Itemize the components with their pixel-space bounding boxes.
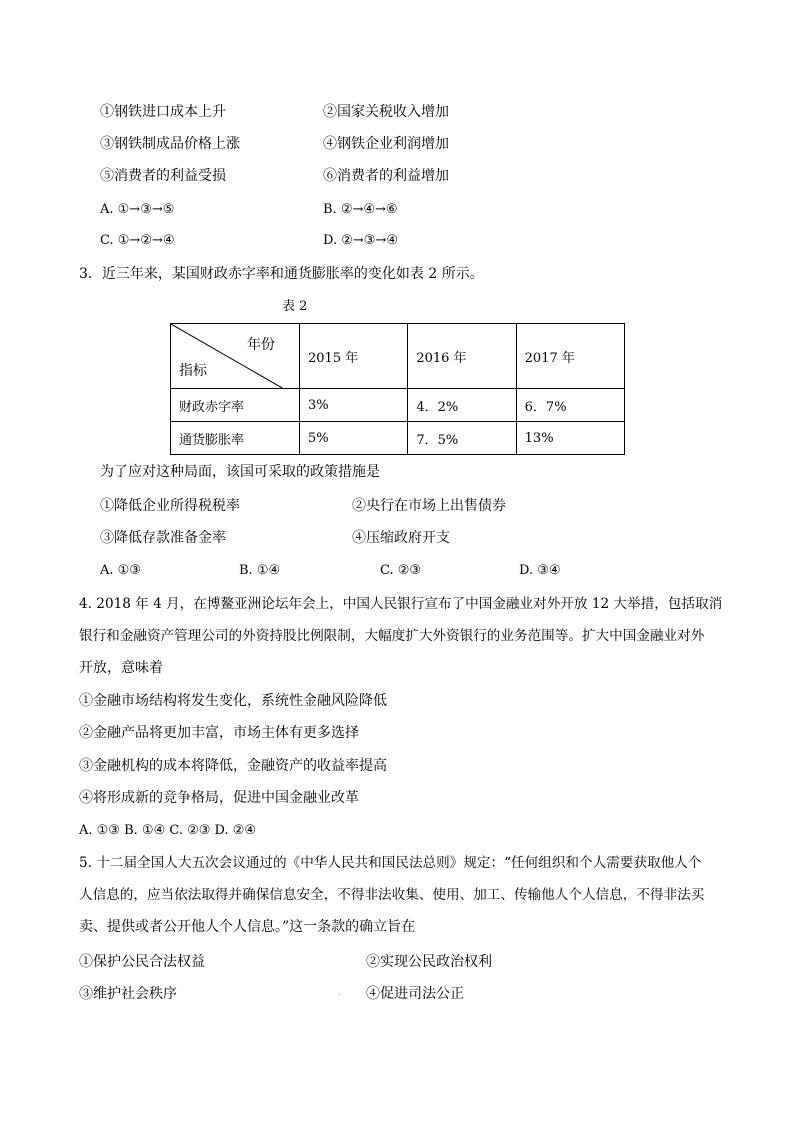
diagonal-header-cell [171, 324, 300, 389]
q3-question: 为了应对这种局面，该国可采取的政策措施是 [100, 464, 380, 480]
q4-choices: A. ①③ B. ①④ C. ②③ D. ②④ [79, 823, 257, 838]
q2-option-6: ⑥消费者的利益增加 [323, 168, 449, 184]
q4-option-2: ②金融产品将更加丰富，市场主体有更多选择 [79, 725, 359, 741]
table-cell: 13% [516, 422, 624, 455]
q5-stem-line-3: 卖、提供或者公开他人个人信息。”这一条款的确立旨在 [79, 919, 416, 935]
table-cell: 3% [300, 389, 408, 422]
data-table [170, 323, 625, 455]
stray-mark: · [338, 990, 341, 999]
q2-option-1: ①钢铁进口成本上升 [100, 104, 226, 120]
table-row [171, 422, 625, 455]
year-header: 2016 年 [408, 324, 516, 389]
q3-choice-a: A. ①③ [100, 563, 141, 578]
q4-option-3: ③金融机构的成本将降低，金融资产的收益率提高 [79, 758, 387, 774]
q4-stem-line-1: 4. 2018 年 4 月，在博鳌亚洲论坛年会上，中国人民银行宣布了中国金融业对外开放 12 大举措，包括取消 [79, 596, 723, 612]
table-cell: 6．7% [516, 389, 624, 422]
q3-stem: 3．近三年来，某国财政赤字率和通货膨胀率的变化如表 2 所示。 [79, 266, 484, 282]
table-header-row [171, 324, 625, 389]
q3-option-4: ④压缩政府开支 [352, 530, 450, 546]
q3-option-3: ③降低存款准备金率 [100, 530, 226, 546]
table-row [171, 389, 625, 422]
q4-stem-line-3: 开放，意味着 [79, 660, 163, 676]
row-label: 通货膨胀率 [171, 422, 300, 455]
header-indicator: 指标 [179, 363, 207, 379]
table-caption: 表 2 [282, 299, 308, 314]
header-year: 年份 [247, 337, 275, 353]
q4-option-1: ①金融市场结构将发生变化，系统性金融风险降低 [79, 693, 387, 709]
q3-choice-b: B. ①④ [239, 563, 281, 578]
q3-choice-d: D. ③④ [519, 563, 561, 578]
q5-option-3: ③维护社会秩序 [79, 986, 177, 1002]
q2-option-2: ②国家关税收入增加 [323, 104, 449, 120]
row-label: 财政赤字率 [171, 389, 300, 422]
q5-option-4: ④促进司法公正 [366, 986, 464, 1002]
q4-option-4: ④将形成新的竞争格局，促进中国金融业改革 [79, 790, 359, 806]
q2-option-4: ④钢铁企业利润增加 [323, 136, 449, 152]
q5-stem-line-2: 人信息的，应当依法取得并确保信息安全，不得非法收集、使用、加工、传输他人个人信息，不得非法买 [79, 887, 705, 903]
table-cell: 5% [300, 422, 408, 455]
q3-choice-c: C. ②③ [380, 563, 422, 578]
q2-choice-b: B. ②→④→⑥ [323, 202, 398, 217]
q5-option-2: ②实现公民政治权利 [366, 954, 492, 970]
q3-option-2: ②央行在市场上出售债券 [352, 498, 506, 514]
q5-stem-line-1: 5. 十二届全国人大五次会议通过的《中华人民共和国民法总则》规定：“任何组织和个人需要获取他人个 [79, 855, 702, 871]
table-cell: 4．2% [408, 389, 516, 422]
year-header: 2017 年 [516, 324, 624, 389]
q5-option-1: ①保护公民合法权益 [79, 954, 205, 970]
q2-option-3: ③钢铁制成品价格上涨 [100, 136, 240, 152]
year-header: 2015 年 [300, 324, 408, 389]
table-cell: 7．5% [408, 422, 516, 455]
q3-option-1: ①降低企业所得税税率 [100, 498, 240, 514]
q2-option-5: ⑤消费者的利益受损 [100, 168, 226, 184]
q4-stem-line-2: 银行和金融资产管理公司的外资持股比例限制，大幅度扩大外资银行的业务范围等。扩大中国金融业对外 [79, 628, 705, 644]
q2-choice-d: D. ②→③→④ [323, 233, 398, 248]
q2-choice-a: A. ①→③→⑤ [100, 202, 175, 217]
q2-choice-c: C. ①→②→④ [100, 233, 175, 248]
